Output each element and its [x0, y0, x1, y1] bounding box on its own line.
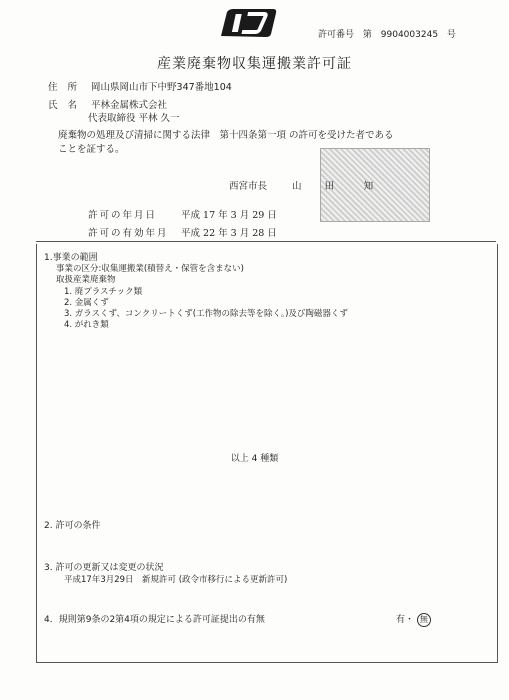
certification-text: 廃棄物の処理及び清掃に関する法律 第十四条第一項 の許可を受けた者であることを証する。	[58, 130, 394, 155]
waste-heading: 取扱産業廃棄物	[56, 275, 116, 285]
permit-number-prefix: 第	[362, 30, 372, 40]
name-row	[48, 97, 167, 111]
permit-number-value: 9904003245	[380, 30, 439, 40]
rule-text: 4．規則第9条の2第4項の規定による許可証提出の有無	[44, 615, 265, 625]
scope-heading: 1.事業の範囲	[44, 253, 98, 263]
permit-number	[318, 27, 462, 40]
address-row	[48, 79, 232, 93]
issue-date-label: 許可の年月日	[88, 210, 158, 221]
representative-name: 代表取締役 平林 久一	[88, 113, 180, 124]
company-logo-icon	[215, 8, 279, 38]
status-no-circled: 無	[417, 613, 431, 627]
status-yes: 有・	[396, 615, 415, 625]
waste-item: 2. 金属くず	[64, 298, 109, 308]
history-entry: 平成17年3月29日 新規許可 (政令市移行による更新許可)	[64, 575, 288, 585]
waste-item: 1. 廃プラスチック類	[64, 287, 143, 297]
issue-date-row	[88, 207, 277, 221]
waste-item: 3. ガラスくず、コンクリートくず(工作物の除去等を除く。)及び陶磁器くず	[64, 309, 348, 319]
issuer-title: 西宮市長	[229, 181, 268, 192]
issuer-name: 山 田 知	[292, 181, 384, 192]
waste-total: 以上 4 種類	[230, 454, 279, 464]
representative-row	[88, 110, 180, 124]
issue-date-value: 平成 17 年 3 月 29 日	[181, 210, 277, 221]
permit-number-label: 許可番号	[318, 30, 355, 40]
expiry-date-value: 平成 22 年 3 月 28 日	[181, 228, 277, 239]
waste-item: 4. がれき類	[64, 320, 109, 330]
company-name: 平林金属株式会社	[91, 100, 168, 111]
name-label: 氏名	[48, 100, 88, 111]
address-label: 住所	[48, 82, 88, 93]
section-divider	[36, 241, 496, 242]
submission-status	[396, 612, 431, 627]
issuer-block	[229, 178, 383, 192]
business-category: 事業の区分:収集運搬業(積替え・保管を含まない)	[56, 264, 244, 274]
expiry-date-row	[88, 225, 277, 239]
history-heading: 3. 許可の更新又は変更の状況	[44, 563, 164, 573]
address-value: 岡山県岡山市下中野347番地104	[91, 82, 232, 93]
conditions-heading: 2. 許可の条件	[44, 521, 101, 531]
expiry-date-label: 許可の有効年月	[88, 228, 169, 239]
permit-number-suffix: 号	[446, 30, 456, 40]
document-title: 産業廃棄物収集運搬業許可証	[157, 56, 352, 72]
